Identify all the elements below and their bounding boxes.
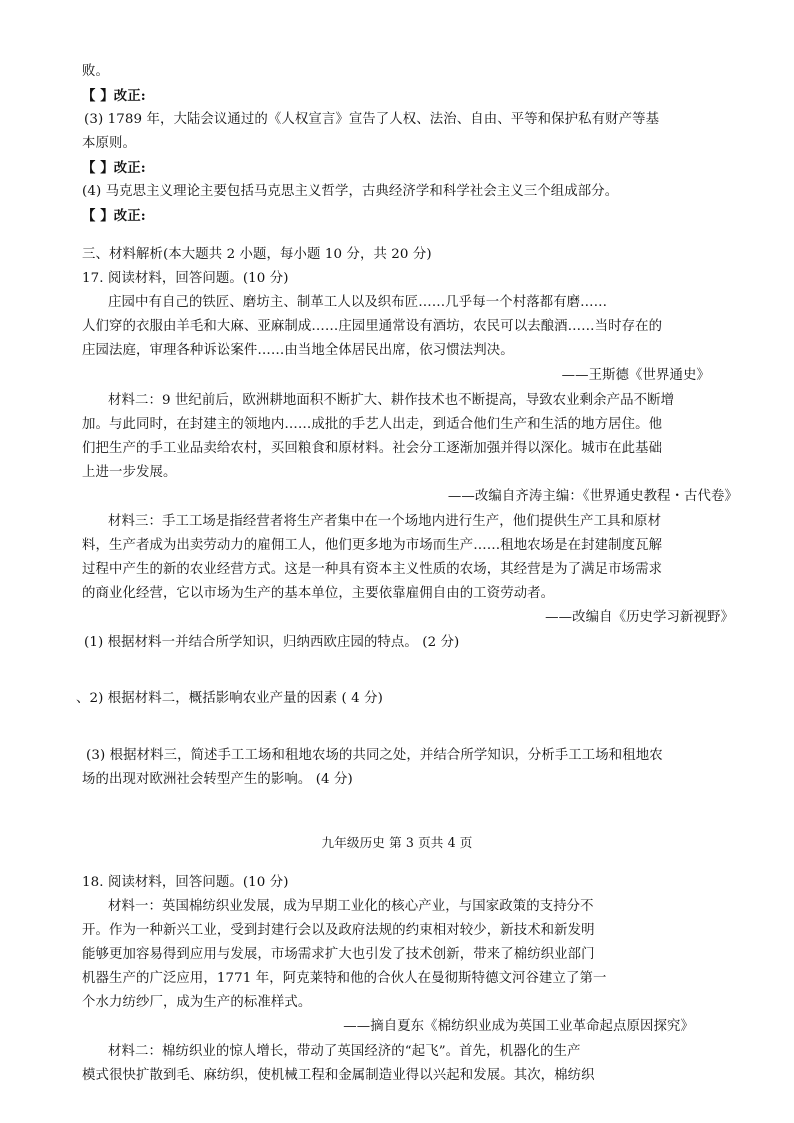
q17-material1-line: 庄园中有自己的铁匠、磨坊主、制革工人以及织布匠……几乎每一个村落都有磨…… — [108, 295, 608, 310]
q17-material1-source: ——王斯德《世界通史》 — [561, 368, 710, 383]
statement-3-line-2: 本原则。 — [82, 136, 136, 151]
answer-correction-line: 【 】改正: — [82, 208, 146, 224]
q17-material2-line: 材料二：9 世纪前后，欧洲耕地面积不断扩大、耕作技术也不断提高，导致农业剩余产品不断增 — [108, 393, 675, 408]
text-line-continuation: 败。 — [82, 64, 109, 79]
question-18-title: 18. 阅读材料，回答问题。(10 分) — [82, 875, 289, 890]
q17-subquestion-2: 、2) 根据材料二，概括影响农业产量的因素 ( 4 分) — [76, 691, 383, 706]
q17-subquestion-3-line: (3) 根据材料三，简述手工工场和租地农场的共同之处，并结合所学知识，分析手工工场和租地农 — [86, 748, 663, 763]
q17-material2-line: 加。与此同时，在封建主的领地内……成批的手艺人出走，到适合他们生产和生活的地方居住。他 — [82, 417, 663, 432]
q18-material1-line: 开。作为一种新兴工业，受到封建行会以及政府法规的约束相对较少，新技术和新发明 — [82, 923, 595, 938]
q17-material2-line: 上进一步发展。 — [82, 465, 177, 480]
section-heading: 三、材料解析(本大题共 2 小题，每小题 10 分，共 20 分) — [82, 247, 432, 262]
q17-material3-line: 的商业化经营，它以市场为生产的基本单位，主要依靠雇佣自由的工资劳动者。 — [82, 586, 555, 601]
q18-material1-source: ——摘自夏东《棉纺织业成为英国工业革命起点原因探究》 — [343, 1019, 694, 1034]
question-17-title: 17. 阅读材料，回答问题。(10 分) — [82, 271, 289, 286]
q17-material3-source: ——改编自《历史学习新视野》 — [545, 610, 734, 625]
q18-material2-line: 材料二：棉纺织业的惊人增长，带动了英国经济的“起飞”。首先，机器化的生产 — [108, 1044, 581, 1059]
q17-material3-line: 料，生产者成为出卖劳动力的雇佣工人，他们更多地为市场而生产……租地农场是在封建制度瓦解 — [82, 538, 663, 553]
q18-material1-line: 能够更加容易得到应用与发展，市场需求扩大也引发了技术创新，带来了棉纺织业部门 — [82, 947, 595, 962]
q18-material1-line: 机器生产的广泛应用，1771 年，阿克莱特和他的合伙人在曼彻斯特德文河谷建立了第一 — [82, 971, 607, 986]
q18-material1-line: 材料一：英国棉纺织业发展，成为早期工业化的核心产业，与国家政策的支持分不 — [108, 899, 594, 914]
q17-subquestion-3-line: 场的出现对欧洲社会转型产生的影响。 (4 分) — [82, 772, 353, 787]
q17-material1-line: 人们穿的衣服由羊毛和大麻、亚麻制成……庄园里通常设有酒坊，农民可以去酿酒……当时存在的 — [82, 319, 663, 334]
q18-material1-line: 个水力纺纱厂，成为生产的标准样式。 — [82, 995, 312, 1010]
page-footer: 九年级历史 第 3 页共 4 页 — [321, 835, 473, 850]
q18-material2-line: 模式很快扩散到毛、麻纺织，使机械工程和金属制造业得以兴起和发展。其次，棉纺织 — [82, 1068, 595, 1083]
q17-material2-line: 们把生产的手工业品卖给农村，买回粮食和原材料。社会分工逐渐加强并得以深化。城市在此基础 — [82, 441, 663, 456]
q17-material3-line: 材料三：手工工场是指经营者将生产者集中在一个场地内进行生产，他们提供生产工具和原材 — [108, 514, 662, 529]
answer-correction-line: 【 】改正: — [82, 88, 146, 104]
q17-subquestion-1: (1) 根据材料一并结合所学知识，归纳西欧庄园的特点。 (2 分) — [84, 635, 460, 650]
answer-correction-line: 【 】改正: — [82, 160, 146, 176]
q17-material2-source: ——改编自齐涛主编：《世界通史教程・古代卷》 — [447, 489, 738, 504]
q17-material3-line: 过程中产生的新的农业经营方式。这是一种具有资本主义性质的农场，其经营是为了满足市场需求 — [82, 562, 663, 577]
statement-3-line-1: (3) 1789 年，大陆会议通过的《人权宣言》宣告了人权、法治、自由、平等和保护私有财产等基 — [84, 112, 660, 127]
q17-material1-line: 庄园法庭，审理各种诉讼案件……由当地全体居民出席，依习惯法判决。 — [82, 343, 514, 358]
statement-4: (4) 马克思主义理论主要包括马克思主义哲学，古典经济学和科学社会主义三个组成部分。 — [82, 184, 619, 199]
